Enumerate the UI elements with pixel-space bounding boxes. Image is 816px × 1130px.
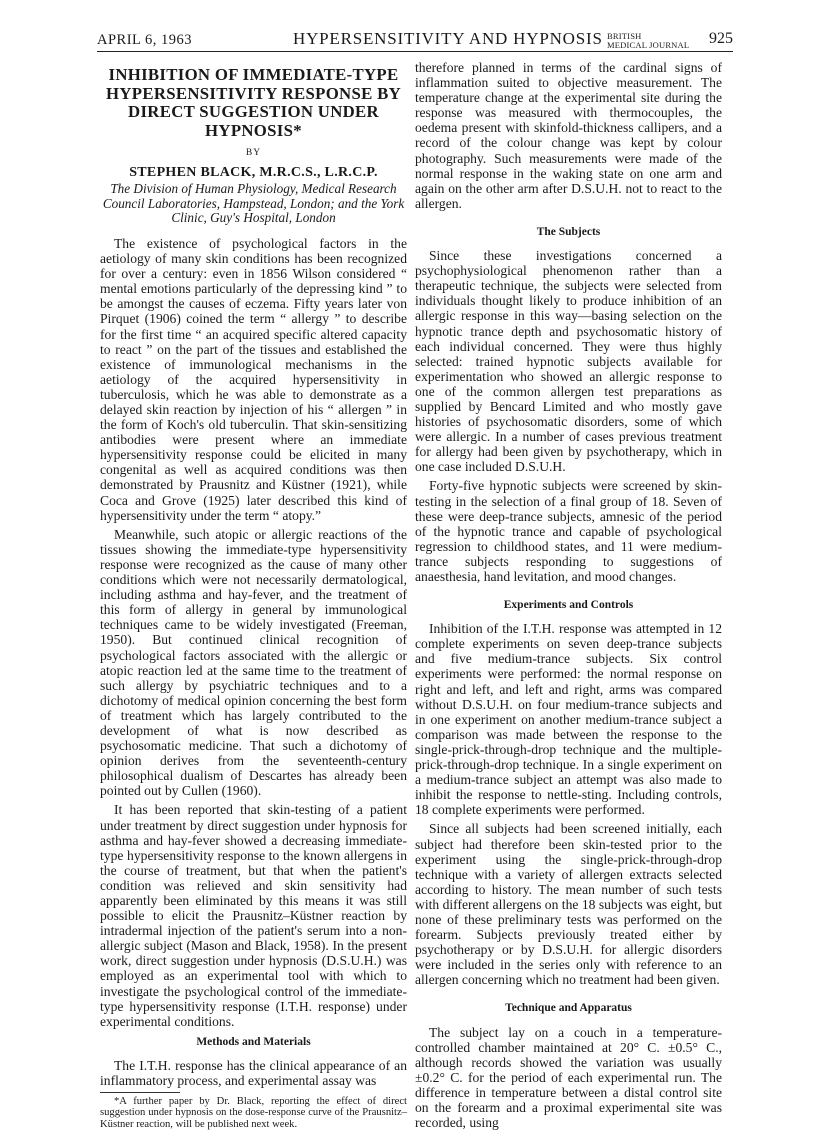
methods-heading: Methods and Materials [196,1035,311,1048]
author-affiliation: The Division of Human Physiology, Medical Research Council Laboratories, Hampstead, London; and the York Clinic, Guy's Hospital, London [102,181,405,226]
by-line: BY [245,148,262,158]
header-journal-line2: MEDICAL JOURNAL [607,40,690,50]
header-running-title: HYPERSENSITIVITY AND HYPNOSIS [293,29,603,48]
experiments-paragraph-1: Inhibition of the I.T.H. response was attempted in 12 complete experiments on seven deep-trance subjects and five medium-trance subjects. Six control experiments were performed: the normal response on right and left, and left and right, arms was compared without D.S.U.H. on four medium-trance subjects and in one experiment on another medium-trance subject a comparison was made between the response to the single-prick-through-drop technique and the multiple-prick-through-drop technique. In a single experiment on a medium-trance subject an attempt was also made to inhibit the response to nettle-sting. Including controls, 18 complete experiments were performed. [415,621,722,818]
intro-paragraph-3: It has been reported that skin-testing of a patient under treatment by direct suggestion under hypnosis for asthma and hay-fever showed a decreasing immediate-type hypersensitivity response to the known allergens in the course of treatment, but that when the patient's condition was relieved and skin sensitivity had apparently been eliminated by this means it was still possible to elicit the Prausnitz–Küstner reaction by intradermal injection of the patient's serum into a non-allergic subject (Mason and Black, 1958). In the present work, direct suggestion under hypnosis (D.S.U.H.) was employed as an experimental tool with which to investigate the psychological control of the immediate-type hypersensitivity response (I.T.H. response) under experimental conditions. [100,802,407,1029]
technique-heading: Technique and Apparatus [505,1002,632,1015]
intro-paragraph-2: Meanwhile, such atopic or allergic reactions of the tissues showing the immediate-type hypersensitivity response were recognized as the cause of many other conditions which were not necessarily dermatological, including asthma and hay-fever, and the treatment of this form of allergy in general by immunological techniques came to be widely investigated (Freeman, 1950). But continued clinical recognition of psychological factors associated with the allergic or atopic reaction led at the same time to the treatment of such allergy by psychiatric techniques and to a dichotomy of medical opinion concerning the best form of treatment which has largely contributed to the development of what is now described as psychosomatic medicine. That such a dichotomy of opinion derives from the seventeenth-century philosophical dualism of Descartes has already been pointed out by Cullen (1960). [100,526,407,799]
header-page-number: 925 [709,30,733,47]
technique-paragraph: The subject lay on a couch in a temperature-controlled chamber maintained at 20° C. ±0.5° C., although records showed the variation was usually ±0.2° C. for the period of each experimental run. The difference in temperature between a distal control site on the forearm and a proximal experimental site was recorded, using [415,1024,722,1130]
header-journal-line1: BRITISH [607,31,642,41]
left-column [100,60,407,1130]
methods-paragraph: The I.T.H. response has the clinical appearance of an inflammatory process, and experimental assay was [100,1057,407,1089]
experiments-paragraph-2: Since all subjects had been screened initially, each subject had therefore been skin-tested prior to the experiment using the single-prick-through-drop technique with a variety of allergen extracts selected according to history. The mean number of such tests with different allergens on the 18 subjects was eight, but none of these preliminary tests was performed on the forearm. Subjects previously treated either by psychotherapy or by D.S.U.H. for allergic disorders were included in the series only with reference to an allergen concerning which no treatment had been given. [415,821,722,988]
subjects-heading: The Subjects [536,225,601,238]
methods-continuation: therefore planned in terms of the cardinal signs of inflammation suited to objective measurement. The temperature change at the experimental site during the response was measured with thermocouples, the oedema present with skinfold-thickness callipers, and a record of the colour change was kept by colour photography. Such measurements were made of the normal response in the waking state on one arm and again on the other arm after D.S.U.H. not to react to the allergen. [415,60,722,211]
header-rule [97,51,733,52]
experiments-heading: Experiments and Controls [503,599,634,612]
footnote-rule [100,1092,180,1093]
subjects-paragraph-2: Forty-five hypnotic subjects were screened by skin-testing in the selection of a final group of 18. Seven of these were deep-trance subjects, amnesic of the period of the hypnotic trance and capable of psychological regression to childhood states, and 11 were medium-trance subjects responding to suggestions of anaesthesia, hand levitation, and mood changes. [415,478,722,584]
running-header [97,26,733,52]
author-name: STEPHEN BLACK, M.R.C.S., L.R.C.P. [129,165,378,181]
article-title: INHIBITION OF IMMEDIATE-TYPE HYPERSENSITIVITY RESPONSE BY DIRECT SUGGESTION UNDER HYPNOSIS* [106,65,401,140]
subjects-paragraph-1: Since these investigations concerned a psychophysiological phenomenon rather than a therapeutic technique, the subjects were selected from individuals thought likely to produce inhibition of an allergic response in this way—basing selection on the hypnotic trance depth and psychosomatic history of each individual concerned. They were thus highly selected: trained hypnotic subjects available for experimentation who showed an allergic response to one of the common allergen test preparations as supplied by Bencard Limited and who mostly gave histories of psychosomatic disorders, some of which were allergic. In a number of cases previous treatment for allergy had been given by psychotherapy, which in one case included D.S.U.H. [415,248,722,475]
intro-paragraph-1: The existence of psychological factors in the aetiology of many skin conditions has been recognized for over a century: even in 1856 Wilson considered “ mental emotions particularly of the depressing kind ” to be amongst the causes of eczema. Fifty years later von Pirquet (1906) coined the term “ allergy ” to describe for the first time “ an acquired specific altered capacity to react ” on the part of the tissues and established the existence of immunological mechanisms in the aetiology of the acquired hypersensitivity in tuberculosis, which he was able to demonstrate as a delayed skin reaction by injection of his “ allergen ” in the form of Koch's old tuberculin. That skin-sensitizing antibodies were present where an immediate hypersensitivity response could be elicited in many congenital as well as acquired conditions was then demonstrated by Prausnitz and Küstner (1921), while Coca and Grove (1925) later described this kind of hypersensitivity under the term “ atopy.” [100,235,407,523]
footnote: *A further paper by Dr. Black, reporting the effect of direct suggestion under hypnosis on the dose-response curve of the Prausnitz–Küstner reaction, will be published next week. [100,1096,407,1130]
right-column [415,60,722,1130]
header-journal-name [607,32,689,50]
header-date: APRIL 6, 1963 [97,32,192,48]
